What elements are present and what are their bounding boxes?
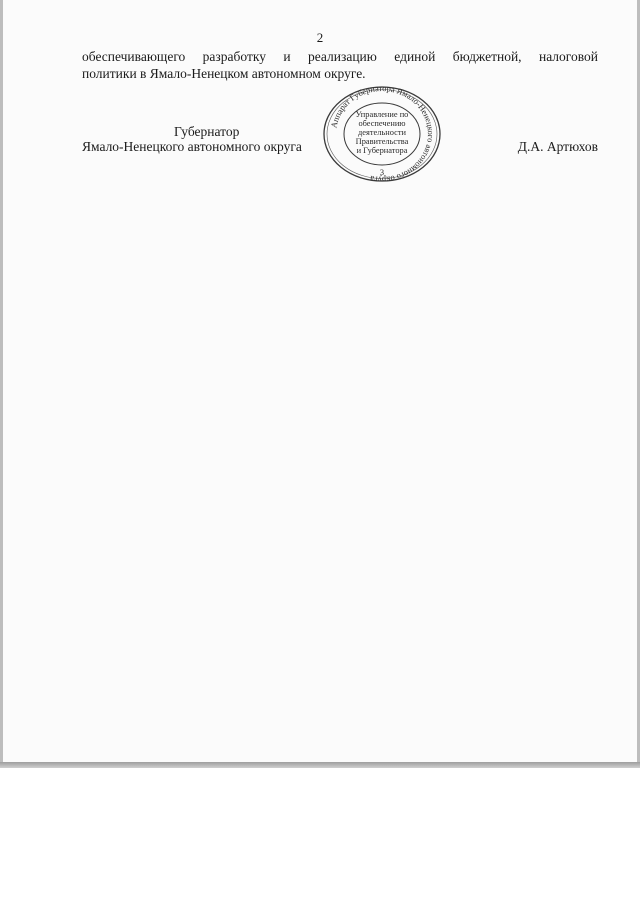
scan-edge xyxy=(0,762,640,768)
seal-center-line-1: Управление по xyxy=(355,110,409,119)
seal-number: 3 xyxy=(379,168,385,177)
body-paragraph xyxy=(82,48,598,82)
body-line-2: политики в Ямало-Ненецком автономном округе. xyxy=(82,66,366,81)
seal-center-line-3: деятельности xyxy=(358,128,406,137)
official-seal-stamp xyxy=(318,84,446,184)
seal-center-line-4: Правительства xyxy=(355,137,409,146)
seal-ring-text: Аппарат Губернатора Ямало-Ненецкого автономного округа xyxy=(329,84,436,184)
body-line-1: обеспечивающего разработку и реализацию единой бюджетной, налоговой xyxy=(82,49,598,64)
seal-center-line-5: и Губернатора xyxy=(356,146,408,155)
signature-name: Д.А. Артюхов xyxy=(517,139,598,154)
signature-title: Губернатор xyxy=(174,124,240,139)
seal-center-line-2: обеспечению xyxy=(358,119,406,128)
page-number: 2 xyxy=(316,30,324,45)
signature-organization: Ямало-Ненецкого автономного округа xyxy=(82,139,302,154)
